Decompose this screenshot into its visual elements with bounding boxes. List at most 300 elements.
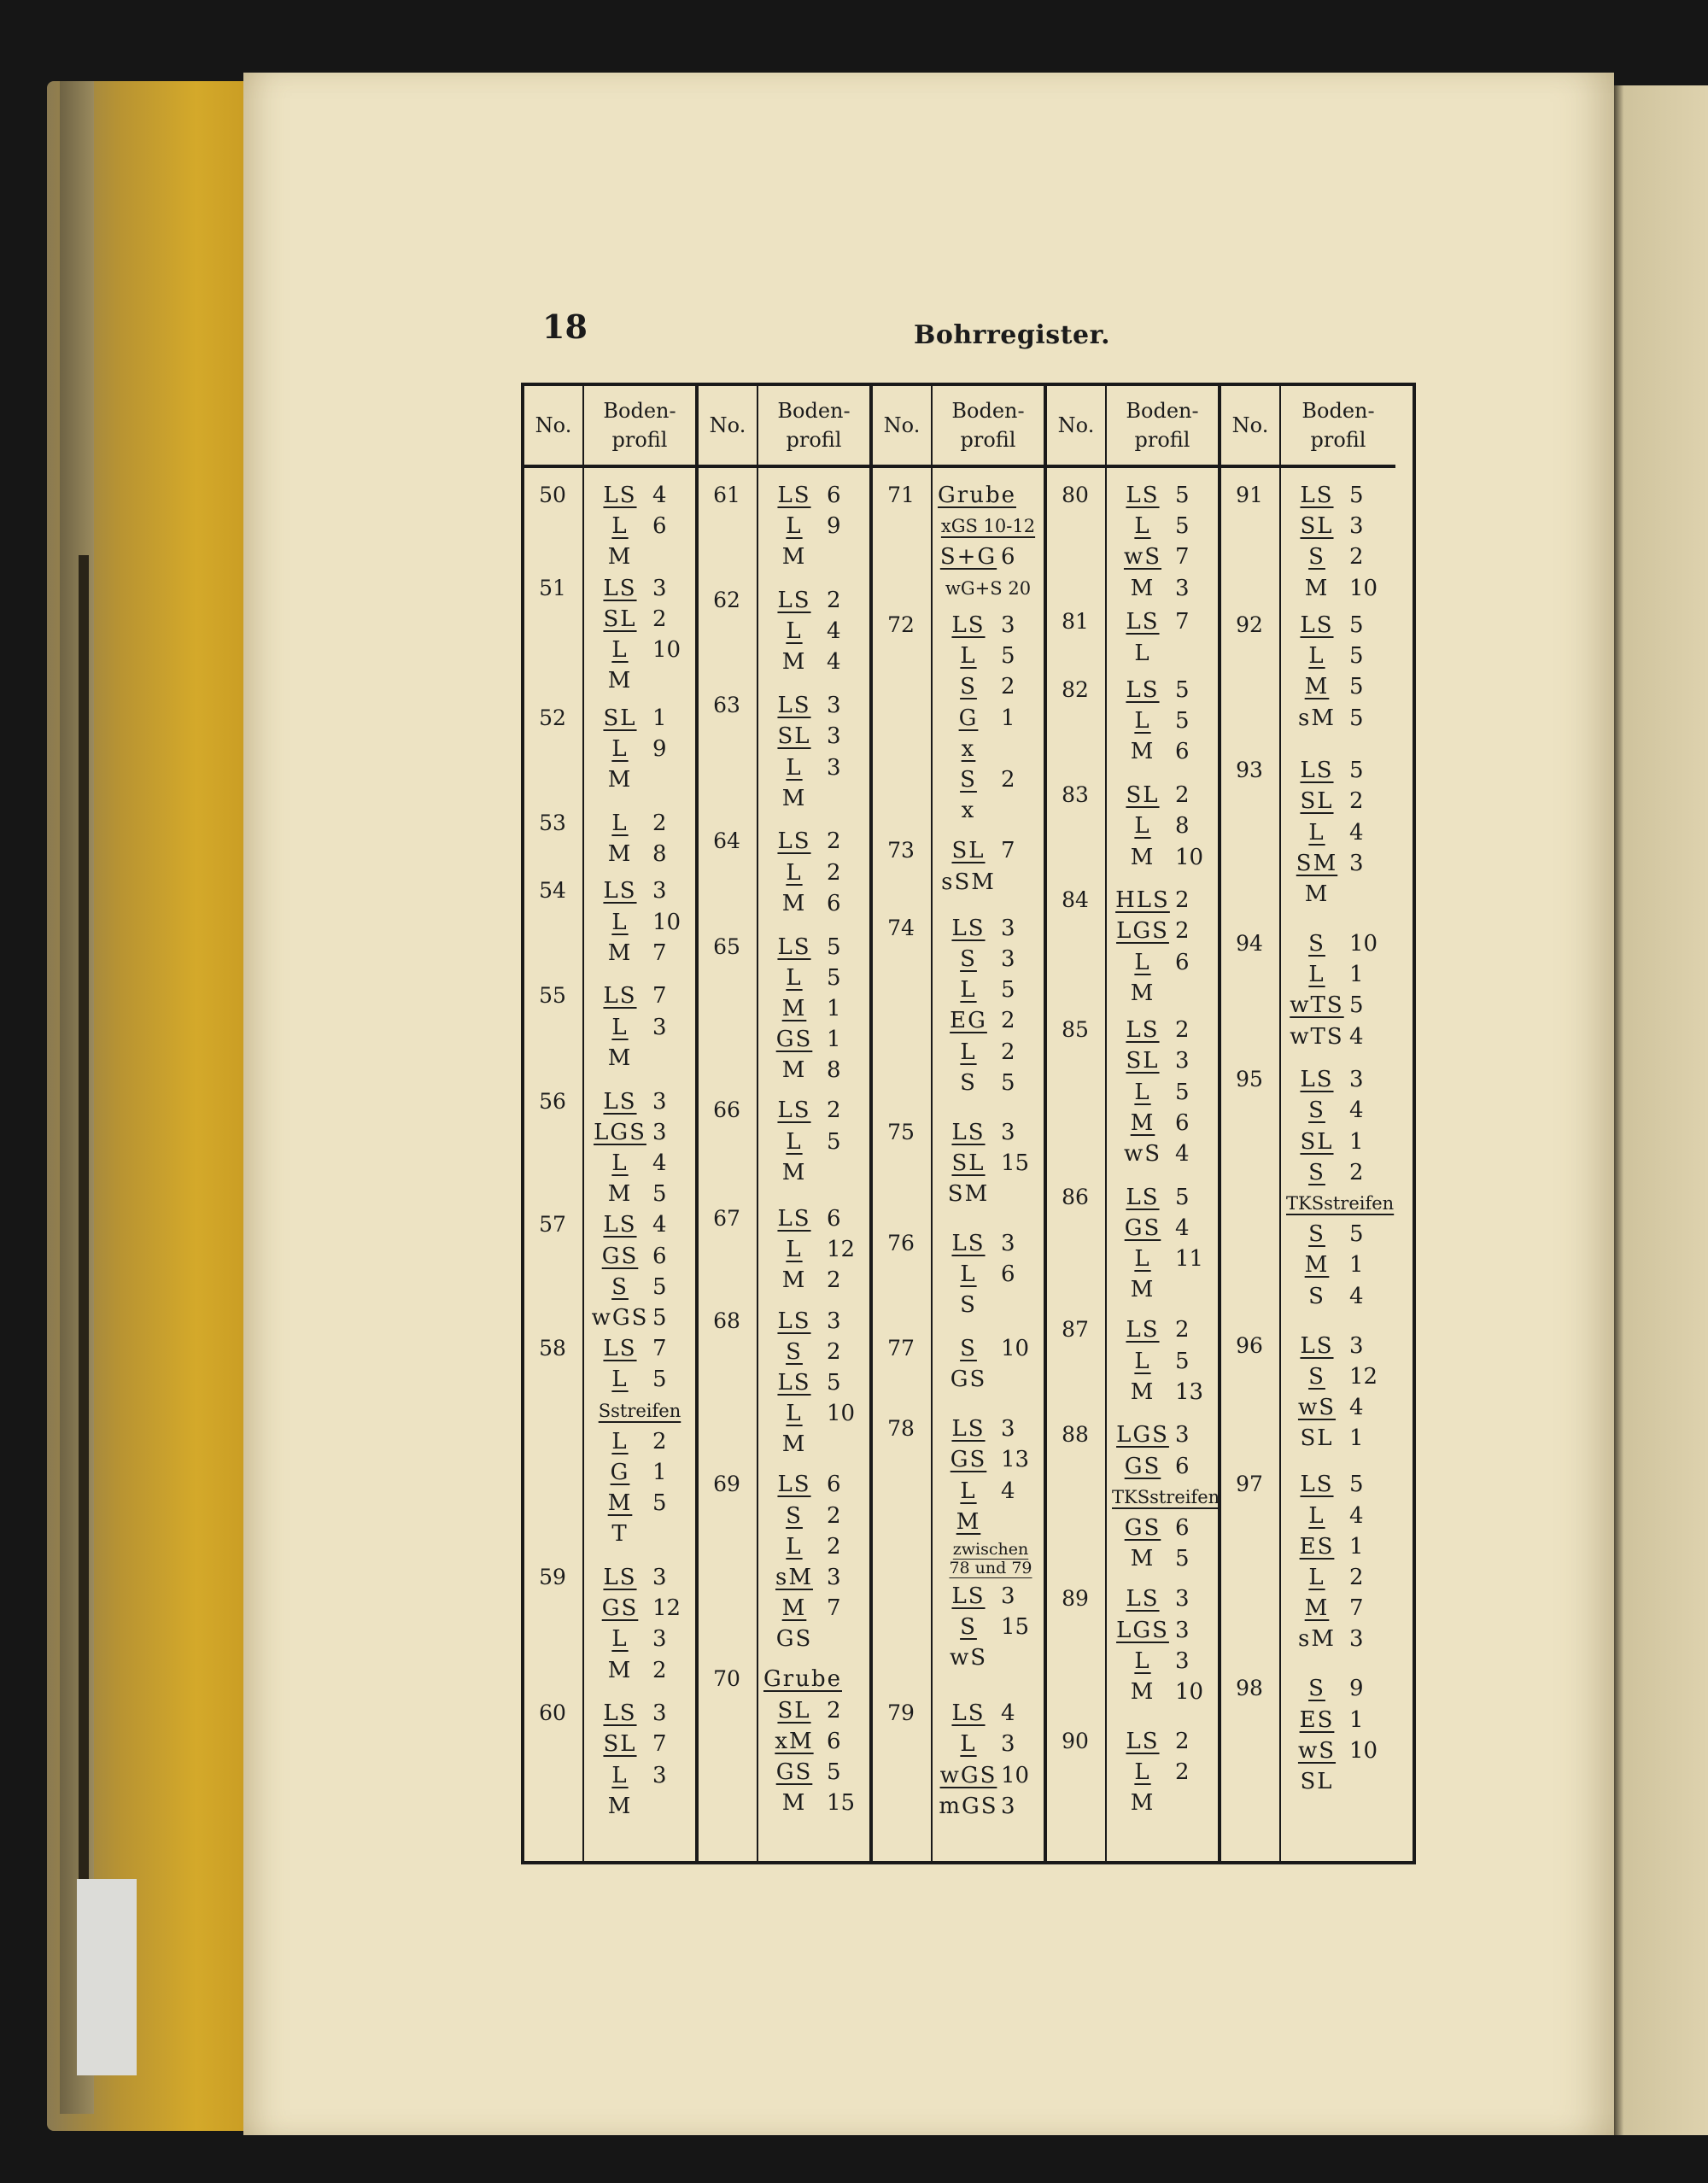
layer-thickness: 2 [827,1533,841,1560]
profile-layer [763,585,869,616]
layer-symbol: M [781,1790,807,1817]
layer-symbol: SL [603,606,637,632]
layer-symbol: LS [951,1231,986,1257]
layer-symbol: wS [1123,544,1162,571]
layer-symbol: L [1134,1348,1151,1374]
profile-layer [763,826,869,857]
layer-thickness: 3 [1001,1231,1015,1257]
layer-symbol: L [1134,949,1151,975]
profile-layer [763,1788,869,1818]
profile-layer [938,1760,1044,1791]
layer-thickness: 1 [1349,1128,1364,1155]
layer-symbol: SL [603,1731,637,1758]
book-spine [60,81,94,2114]
layer-thickness: 2 [827,1338,841,1365]
layer-symbol: LS [1300,1332,1334,1359]
profile-layer [938,480,1044,511]
profile-layer [938,1037,1044,1068]
layer-thickness: 12 [652,1595,681,1622]
layer-symbol: SL [1126,1048,1160,1074]
layer-symbol: Grube [763,1666,842,1693]
profile-layer [1112,811,1218,841]
profile-layer [938,913,1044,944]
layer-thickness: 5 [827,1759,841,1786]
profile-layer [589,1117,695,1148]
layer-thickness: 6 [652,513,667,540]
profile-layer [1286,511,1392,541]
boring-number: 66 [713,1097,740,1123]
profile-layer [589,1012,695,1043]
layer-thickness: 3 [652,1626,667,1653]
layer-thickness: 2 [1001,1039,1015,1065]
profile-layer [1112,1646,1218,1677]
layer-thickness: 3 [1175,575,1190,601]
layer-symbol: S [960,1069,977,1096]
layer-symbol: L [1134,1246,1151,1273]
profile-column [1281,468,1395,1861]
layer-thickness: 2 [1001,767,1015,793]
layer-symbol: LGS [594,1119,646,1145]
profile-layer [1286,1673,1392,1704]
layer-symbol: L [786,618,803,645]
layer-thickness: 3 [652,1565,667,1590]
layer-symbol: S [960,946,977,972]
layer-thickness: 2 [1349,1159,1364,1185]
profile-layer [763,857,869,888]
layer-symbol: M [607,668,633,694]
profile-layer [938,1729,1044,1759]
layer-thickness: 5 [1349,992,1364,1019]
profile-layer [589,1179,695,1209]
layer-symbol: S [1308,544,1325,571]
layer-symbol: M [607,1490,633,1517]
layer-thickness: 5 [827,964,841,991]
header-no: No. [524,386,584,468]
layer-symbol: M [1130,844,1155,870]
layer-symbol: M [956,1508,981,1535]
layer-symbol: L [1134,1079,1151,1105]
layer-symbol: M [607,1181,633,1208]
layer-thickness: 4 [1349,819,1364,846]
header-no: No. [873,386,933,468]
profile-layer [589,541,695,572]
layer-symbol: SL [1300,788,1334,815]
layer-thickness: 6 [827,483,841,508]
layer-symbol: L [1308,1565,1325,1590]
layer-symbol: M [781,1595,807,1622]
boring-number: 83 [1062,782,1089,808]
layer-thickness: 10 [652,909,681,935]
layer-symbol: x [961,735,976,762]
layer-symbol: S [1308,1221,1325,1248]
profile-layer [1112,1377,1218,1408]
page-number: 18 [542,307,588,346]
profile-layer [1112,978,1218,1009]
layer-symbol: M [781,544,807,571]
profile-layer [763,1157,869,1188]
layer-symbol: GS [1124,1214,1161,1241]
layer-symbol: L [611,1428,629,1454]
layer-thickness: 2 [1175,782,1190,809]
profile-layer [763,1095,869,1126]
layer-thickness: 2 [827,588,841,614]
profile-layer [1112,1314,1218,1345]
profile-layer [1286,1064,1392,1095]
layer-symbol: M [1130,1277,1155,1303]
layer-symbol: LS [603,1088,637,1115]
layer-symbol: S [960,1292,977,1319]
profile-layer [938,541,1044,572]
boring-number: 76 [887,1231,915,1256]
layer-symbol: S [1308,930,1325,957]
boring-number: 58 [539,1336,566,1361]
layer-symbol: M [607,1793,633,1819]
layer-thickness: 3 [827,723,841,750]
layer-symbol: M [781,890,807,916]
profile-layer [1112,1677,1218,1707]
layer-symbol: LS [603,1565,637,1590]
layer-symbol: LS [603,575,637,601]
layer-symbol: SM [1296,850,1338,876]
layer-symbol: L [960,1478,977,1504]
layer-symbol: LS [603,983,637,1010]
profile-layer [763,1531,869,1562]
layer-thickness: 5 [652,1273,667,1300]
layer-symbol: M [1304,1595,1330,1622]
profile-layer [938,764,1044,795]
profile-layer [1286,1127,1392,1157]
profile-layer [938,1642,1044,1673]
layer-thickness: 5 [1175,708,1190,734]
layer-thickness: 4 [1349,1502,1364,1529]
layer-symbol: Sstreifen [598,1400,681,1421]
boring-number: 53 [539,810,566,835]
profile-layer [938,1179,1044,1209]
layer-thickness: 3 [652,878,667,904]
layer-symbol: M [1304,1252,1330,1279]
profile-layer [938,1413,1044,1444]
profile-layer [589,875,695,906]
profile-layer [938,1791,1044,1822]
profile-layer [1286,928,1392,959]
profile-layer [589,635,695,665]
profile-layer [1286,1624,1392,1654]
boring-number: 95 [1236,1067,1263,1092]
layer-thickness: 7 [827,1595,841,1622]
profile-layer [1286,848,1392,879]
profile-layer [1286,541,1392,572]
layer-symbol: M [607,544,633,571]
profile-layer [1286,1250,1392,1280]
layer-thickness: 6 [1175,1109,1190,1136]
profile-layer [938,703,1044,734]
layer-symbol: EG [950,1008,987,1034]
profile-layer [589,1519,695,1549]
layer-symbol: wTS [1290,1023,1344,1050]
layer-thickness: 3 [1001,1416,1015,1443]
profile-layer [589,1426,695,1457]
boring-number: 78 [887,1416,915,1442]
boring-number: 73 [887,838,915,863]
profile-layer [1112,1788,1218,1818]
boring-number: 50 [539,483,566,507]
profile-layer [763,888,869,919]
boring-number: 69 [713,1472,740,1497]
profile-layer [1112,573,1218,604]
profile-layer [1112,1583,1218,1614]
profile-layer [763,690,869,721]
layer-thickness: 1 [1349,1425,1364,1452]
layer-symbol: LS [1126,1586,1160,1612]
profile-column [1107,468,1221,1861]
profile-layer [1286,1392,1392,1423]
layer-thickness: 2 [827,1697,841,1724]
profile-layer [763,1398,869,1429]
book-white-strip [77,1879,137,2075]
layer-thickness: 2 [652,810,667,836]
layer-symbol: S [960,1336,977,1362]
layer-symbol: LS [1300,758,1334,784]
profile-layer [1112,1615,1218,1646]
profile-layer [1286,1705,1392,1735]
layer-thickness: 8 [652,840,667,867]
layer-symbol: LS [777,828,811,855]
layer-thickness: 5 [1349,758,1364,784]
layer-symbol: L [1134,1759,1151,1786]
layer-thickness: 5 [652,1367,667,1393]
profile-layer [763,1469,869,1500]
layer-thickness: 4 [1349,1283,1364,1309]
layer-symbol: GS [1124,1515,1161,1542]
layer-thickness: 5 [1349,705,1364,731]
boring-number: 75 [887,1119,915,1144]
layer-thickness: 2 [827,859,841,886]
layer-symbol: S [960,1613,977,1640]
layer-symbol: SL [1300,1768,1334,1794]
profile-layer [763,1265,869,1296]
profile-layer [589,1698,695,1729]
layer-symbol: LS [1126,1017,1160,1044]
layer-symbol: M [1130,1109,1155,1136]
profile-layer [938,1476,1044,1507]
boring-number: 57 [539,1212,566,1238]
profile-layer [1112,916,1218,946]
layer-thickness: 4 [1001,1478,1015,1504]
profile-layer [589,1624,695,1654]
layer-symbol: M [781,1159,807,1185]
layer-symbol: S [1308,1676,1325,1702]
header-bodenprofil: Boden- profil [1107,386,1221,468]
profile-layer [1286,1361,1392,1392]
layer-symbol: wG+S 20 [945,577,1032,599]
layer-thickness: 3 [827,1565,841,1590]
layer-symbol: M [1304,881,1330,907]
layer-thickness: 3 [1175,1422,1190,1449]
profile-layer [938,734,1044,764]
bohrregister-table [521,383,1416,1864]
layer-symbol: M [1130,739,1155,765]
profile-layer [589,665,695,696]
profile-layer [938,641,1044,671]
layer-symbol: ES [1299,1533,1335,1560]
layer-symbol: L [786,1237,803,1263]
profile-layer [763,1024,869,1055]
boring-number: 92 [1236,612,1263,638]
layer-symbol: x [961,798,976,824]
profile-layer [938,835,1044,866]
profile-layer [1112,1543,1218,1574]
profile-layer [938,671,1044,702]
profile-layer [1112,1726,1218,1757]
layer-symbol: SM [947,1181,990,1208]
layer-symbol: sM [1298,705,1336,731]
header-bodenprofil: Boden- profil [933,386,1047,468]
boring-number: 62 [713,588,740,613]
profile-layer [1286,703,1392,734]
profile-layer [589,1396,695,1426]
layer-symbol: GS [1124,1453,1161,1479]
layer-thickness: 7 [652,1731,667,1758]
profile-layer [589,1562,695,1593]
layer-symbol: S [786,1502,803,1529]
layer-thickness: 2 [1001,674,1015,700]
profile-column [933,468,1047,1861]
profile-layer [938,1068,1044,1098]
layer-thickness: 2 [652,1428,667,1454]
profile-layer [1112,1419,1218,1450]
layer-thickness: 5 [827,1369,841,1396]
layer-thickness: 4 [827,649,841,676]
layer-symbol: GS [601,1595,639,1622]
profile-layer [1286,1423,1392,1454]
layer-symbol: L [960,977,977,1004]
layer-thickness: 6 [1001,544,1015,571]
profile-layer [763,1757,869,1788]
layer-thickness: 3 [1175,1617,1190,1643]
layer-symbol: sM [775,1565,813,1590]
layer-symbol: sM [1298,1626,1336,1653]
profile-layer [763,616,869,647]
layer-thickness: 11 [1175,1246,1204,1273]
profile-layer [763,1593,869,1624]
profile-layer [1112,1757,1218,1788]
profile-layer [938,1364,1044,1395]
profile-layer [938,974,1044,1005]
layer-symbol: LS [777,1206,811,1232]
profile-layer [1286,1531,1392,1562]
layer-symbol: L [611,1367,629,1393]
profile-layer [589,808,695,839]
layer-thickness: 2 [652,606,667,632]
layer-symbol: LS [1300,1067,1334,1093]
layer-thickness: 6 [1175,949,1190,975]
layer-symbol: LS [603,1336,637,1362]
profile-layer [1112,780,1218,811]
layer-thickness: 6 [827,1206,841,1232]
profile-layer [763,511,869,541]
no-column [699,468,758,1861]
layer-symbol: LS [777,933,811,960]
layer-symbol: LS [777,588,811,614]
boring-number: 74 [887,915,915,940]
layer-symbol: LS [777,483,811,508]
profile-layer [1286,1469,1392,1500]
profile-layer [938,1537,1044,1580]
profile-layer [763,1055,869,1086]
layer-symbol: M [1130,1678,1155,1705]
layer-symbol: M [781,649,807,676]
layer-symbol: L [1308,819,1325,846]
layer-symbol: M [1304,575,1330,601]
layer-thickness: 5 [1175,677,1190,704]
profile-layer [589,1086,695,1117]
profile-layer [589,604,695,635]
layer-symbol: wGS [939,1762,997,1788]
profile-column [758,468,873,1861]
layer-symbol: Grube [938,483,1016,508]
profile-layer [589,938,695,969]
layer-symbol: GS [950,1367,987,1393]
layer-thickness: 10 [652,637,681,663]
layer-symbol: L [960,643,977,670]
layer-symbol: GS [775,1626,813,1653]
boring-number: 61 [713,483,740,507]
profile-layer [938,795,1044,826]
layer-thickness: 3 [827,693,841,719]
layer-thickness: 5 [827,933,841,960]
profile-layer [763,1429,869,1460]
layer-symbol: wS [1297,1737,1337,1764]
layer-thickness: 7 [1349,1595,1364,1622]
layer-thickness: 10 [1349,575,1378,601]
layer-symbol: LS [1126,609,1160,635]
profile-layer [1286,610,1392,641]
layer-thickness: 3 [1349,1626,1364,1653]
profile-layer [763,1624,869,1654]
layer-thickness: 3 [652,1119,667,1145]
layer-thickness: 5 [1349,1472,1364,1498]
layer-thickness: 4 [1175,1214,1190,1241]
profile-layer [1112,480,1218,511]
layer-symbol: LS [777,1097,811,1124]
layer-thickness: 12 [1349,1363,1378,1390]
layer-thickness: 10 [1349,930,1378,957]
layer-symbol: xGS 10-12 [940,516,1036,537]
profile-layer [763,1127,869,1157]
layer-symbol: S [1308,1363,1325,1390]
profile-layer [1112,736,1218,767]
profile-layer [1112,1015,1218,1045]
layer-symbol: L [786,1533,803,1560]
layer-symbol: S [786,1338,803,1365]
layer-thickness: 3 [652,1762,667,1788]
layer-symbol: LS [603,878,637,904]
layer-thickness: 4 [1001,1700,1015,1727]
profile-layer [589,1148,695,1179]
profile-layer [1286,641,1392,671]
no-column [873,468,933,1861]
layer-thickness: 3 [827,1308,841,1334]
profile-layer [589,1241,695,1272]
layer-symbol: ES [1299,1706,1335,1733]
layer-thickness: 9 [827,513,841,540]
layer-thickness: 3 [1001,1731,1015,1758]
layer-symbol: M [781,1431,807,1458]
profile-layer [763,1501,869,1531]
layer-thickness: 3 [1175,1647,1190,1674]
layer-thickness: 1 [827,995,841,1021]
layer-thickness: 3 [1175,1048,1190,1074]
